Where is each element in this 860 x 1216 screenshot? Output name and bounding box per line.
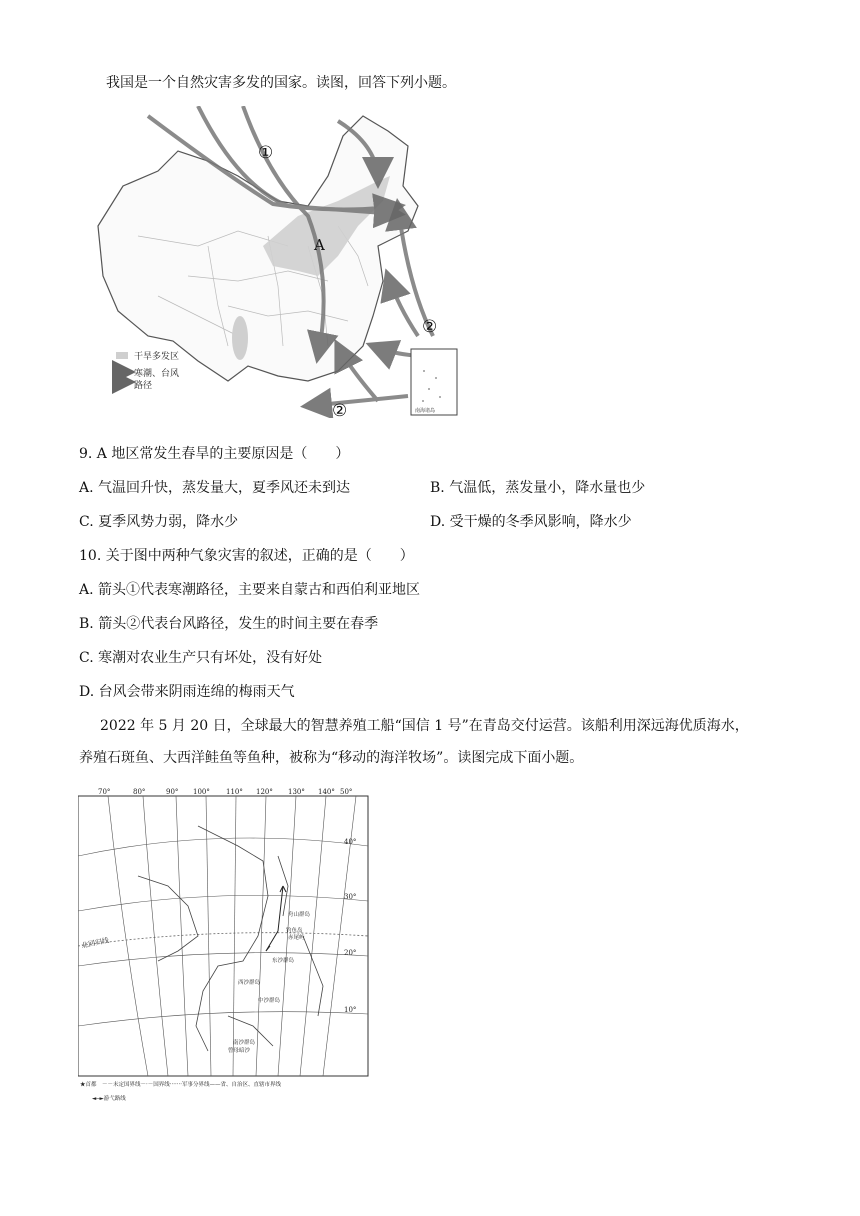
q9-option-a: A. 气温回升快，蒸发量大，夏季风还未到达 (79, 480, 351, 496)
label-arrow-2-upper: ② (422, 317, 438, 337)
q10-stem: 10. 关于图中两种气象灾害的叙述，正确的是（ ） (79, 548, 414, 564)
lon-label: 100° (193, 788, 210, 796)
lon-label: 120° (256, 788, 273, 796)
place-label: 西沙群岛 (238, 980, 261, 986)
label-arrow-1: ① (258, 143, 274, 163)
place-label: 东沙群岛 (272, 958, 295, 964)
lon-label: 80° (133, 788, 146, 796)
south-china-sea-map (78, 786, 378, 1106)
map2-legend-line2: ◄─►游弋路线 (92, 1096, 126, 1102)
lat-label: 20° (344, 949, 357, 957)
q9-option-d: D. 受干燥的冬季风影响，降水少 (430, 514, 632, 530)
inset-label: 南海诸岛 (415, 408, 436, 414)
label-arrow-2-lower: ② (332, 401, 348, 418)
china-disaster-map (78, 106, 462, 418)
map2-legend-line1: ★首都 －－未定国界线－·－国界线·······军事分界线——省、自治区、直辖市界线 (80, 1082, 281, 1088)
q9-option-c: C. 夏季风势力弱，降水少 (79, 514, 239, 530)
place-label: 中沙群岛 (258, 998, 281, 1004)
label-A: A (314, 236, 325, 254)
legend-drought-swatch (116, 352, 128, 359)
lat-label: 10° (344, 1006, 357, 1014)
intro-text-1: 我国是一个自然灾害多发的国家。读图，回答下列小题。 (106, 75, 456, 91)
lon-label: 50° (340, 788, 353, 796)
intro-text-2-line2: 养殖石斑鱼、大西洋鲑鱼等鱼种，被称为“移动的海洋牧场”。读图完成下面小题。 (79, 750, 584, 766)
legend-drought-label: 干旱多发区 (134, 352, 180, 362)
drought-area-southwest (232, 316, 248, 360)
lon-label: 110° (226, 788, 243, 796)
place-label: 南沙群岛 (233, 1040, 256, 1046)
q9-stem: 9. A 地区常发生春旱的主要原因是（ ） (79, 446, 350, 462)
lon-label: 140° (318, 788, 335, 796)
place-label: 钓鱼岛 (286, 928, 303, 934)
place-label: 曾母暗沙 (228, 1048, 251, 1054)
place-label: 赤尾屿 (288, 935, 305, 941)
q10-option-b: B. 箭头②代表台风路径，发生的时间主要在春季 (79, 616, 379, 632)
lat-label: 30° (344, 893, 357, 901)
south-china-sea-inset (411, 349, 457, 415)
q10-option-a: A. 箭头①代表寒潮路径，主要来自蒙古和西伯利亚地区 (79, 582, 421, 598)
lon-label: 130° (288, 788, 305, 796)
intro-text-2-line1: 2022 年 5 月 20 日，全球最大的智慧养殖工船“国信 1 号”在青岛交付运营。该船利用深远海优质海水， (100, 718, 749, 734)
legend-route-label-1: 寒潮、台风 (134, 369, 180, 379)
tropic-label: 北回归线 (80, 936, 110, 950)
legend-route-label-2: 路径 (134, 381, 153, 391)
q9-option-b: B. 气温低，蒸发量小，降水量也少 (430, 480, 646, 496)
lon-label: 70° (98, 788, 111, 796)
q10-option-c: C. 寒潮对农业生产只有坏处，没有好处 (79, 650, 323, 666)
lat-label: 40° (344, 838, 357, 846)
lon-label: 90° (166, 788, 179, 796)
q10-option-d: D. 台风会带来阴雨连绵的梅雨天气 (79, 684, 295, 700)
place-label: 舟山群岛 (288, 912, 311, 918)
